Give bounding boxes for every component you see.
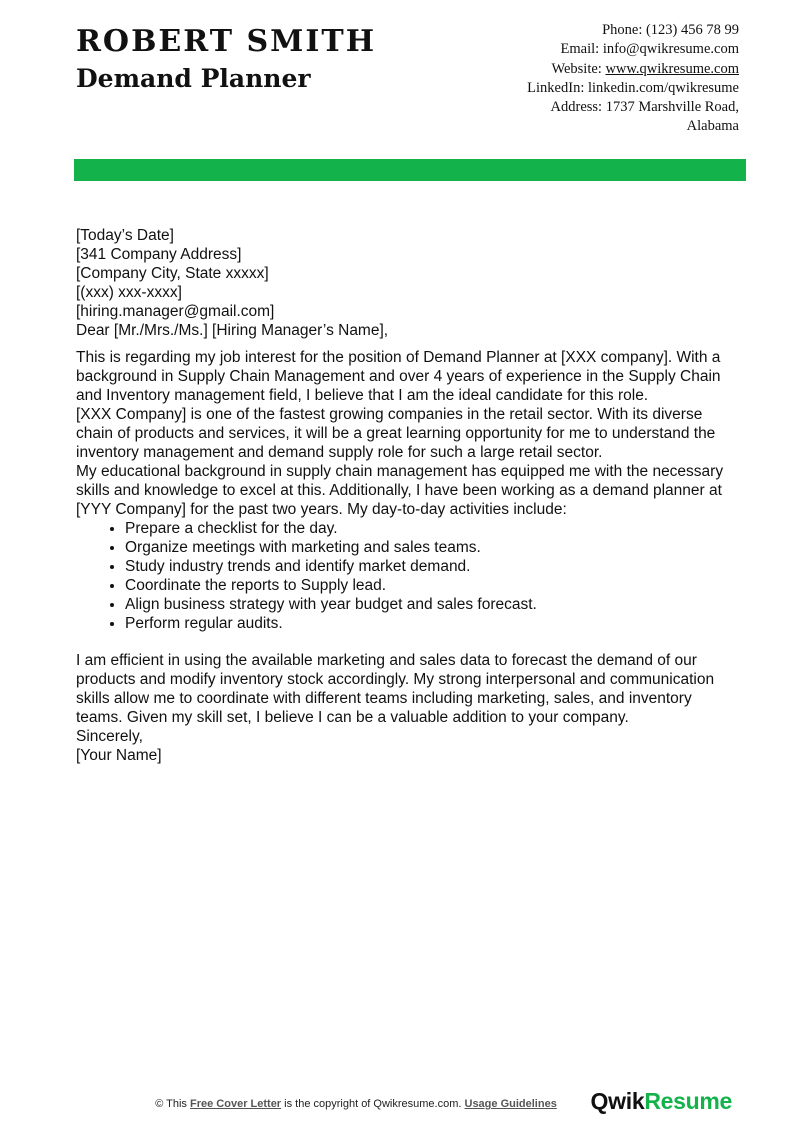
signature-block: [76, 727, 736, 765]
logo-text-resume: Resume: [644, 1088, 732, 1114]
contact-linkedin: LinkedIn: linkedin.com/qwikresume: [527, 79, 739, 96]
footer-middle: is the copyright of Qwikresume.com.: [281, 1098, 465, 1110]
contact-website: [439, 60, 739, 79]
list-item: • Prepare a checklist for the day.: [125, 519, 736, 538]
contact-block: [439, 21, 739, 137]
website-link[interactable]: www.qwikresume.com: [605, 60, 739, 77]
footer-prefix: © This: [155, 1098, 190, 1110]
logo-text-qwik: Qwik: [590, 1088, 645, 1114]
closing-paragraph: I am efficient in using the available marketing and sales data to forecast the demand of our products and modify inventory stock accordingly. My strong interpersonal and communication skills allow me to coordinate with different teams including marketing, sales, and inventory teams. Given my skill set, I believe I can be a valuable addition to your company.: [76, 652, 715, 726]
letter-body: [76, 226, 736, 765]
signature-name: [Your Name]: [76, 747, 162, 764]
body-paragraph: This is regarding my job interest for the position of Demand Planner at [XXX company]. With a background in Supply Chain Management and over 4 years of experience in the Supply Chain and Inventory management field, I believe that I am the ideal candidate for this role.: [76, 349, 721, 404]
job-title: Demand Planner: [76, 64, 311, 93]
list-item: • Perform regular audits.: [125, 614, 736, 633]
recipient-line: [341 Company Address]: [76, 246, 242, 263]
recipient-address: [76, 245, 736, 321]
contact-address-line2: Alabama: [686, 118, 739, 135]
recipient-line: [Company City, State xxxxx]: [76, 265, 269, 282]
recipient-line: [(xxx) xxx-xxxx]: [76, 284, 182, 301]
accent-divider-bar: [74, 159, 746, 181]
list-item: • Study industry trends and identify market demand.: [125, 557, 736, 576]
usage-guidelines-link[interactable]: Usage Guidelines: [464, 1098, 557, 1110]
applicant-name: ROBERT SMITH: [76, 24, 377, 59]
contact-email: Email: info@qwikresume.com: [560, 41, 739, 58]
activities-list: [76, 519, 736, 633]
list-item: • Align business strategy with year budget and sales forecast.: [125, 595, 736, 614]
body-paragraph: My educational background in supply chain management has equipped me with the necessary skills and knowledge to excel at this. Additionally, I have been working as a demand planner at [YYY Company] for the past two years. My day-to-day activities include:: [76, 463, 724, 518]
signoff: Sincerely,: [76, 728, 143, 745]
contact-address-line1: Address: 1737 Marshville Road,: [550, 99, 739, 116]
free-cover-letter-link[interactable]: Free Cover Letter: [190, 1098, 282, 1110]
website-label: Website:: [551, 60, 606, 77]
body-paragraph: [XXX Company] is one of the fastest growing companies in the retail sector. With its diverse chain of products and services, it will be a great learning opportunity for me to understand the inventory management and demand supply role for such a large retail sector.: [76, 406, 716, 461]
qwikresume-logo[interactable]: [591, 1088, 732, 1115]
salutation: Dear [Mr./Mrs./Ms.] [Hiring Manager’s Name],: [76, 322, 389, 339]
letter-date: [Today’s Date]: [76, 227, 174, 244]
list-item: • Coordinate the reports to Supply lead.: [125, 576, 736, 595]
contact-phone: Phone: (123) 456 78 99: [602, 22, 739, 38]
recipient-line: [hiring.manager@gmail.com]: [76, 303, 275, 320]
list-item: • Organize meetings with marketing and sales teams.: [125, 538, 736, 557]
